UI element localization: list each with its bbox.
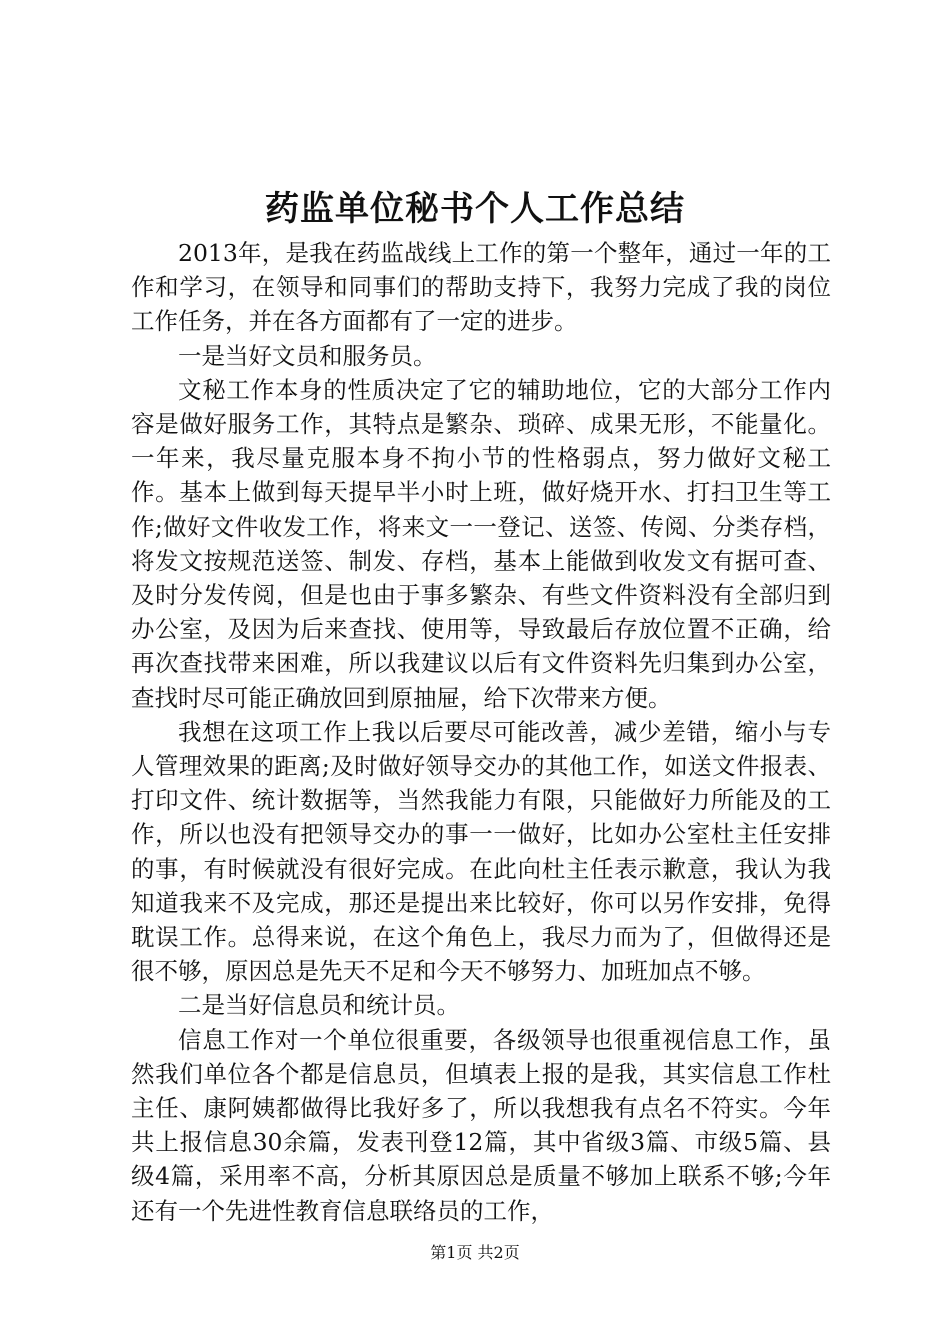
paragraph-clerk-duties: 文秘工作本身的性质决定了它的辅助地位，它的大部分工作内容是做好服务工作，其特点是繁杂、琐碎、成果无形，不能量化。一年来，我尽量克服本身不拘小节的性格弱点，努力做好文秘工作。基本上做到每天提早半小时上班，做好烧开水、打扫卫生等工作;做好文件收发工作，将来文一一登记、送签、传阅、分类存档，将发文按规范送签、制发、存档，基本上能做到收发文有据可查、及时分发传阅，但是也由于事多繁杂、有些文件资料没有全部归到办公室，及因为后来查找、使用等，导致最后存放位置不正确，给再次查找带来困难，所以我建议以后有文件资料先归集到办公室，查找时尽可能正确放回到原抽屉，给下次带来方便。 [131,375,831,712]
paragraph-information-work: 信息工作对一个单位很重要，各级领导也很重视信息工作，虽然我们单位各个都是信息员，但填表上报的是我，其实信息工作杜主任、康阿姨都做得比我好多了，所以我想我有点名不符实。今年共上报信息30余篇，发表刊登12篇，其中省级3篇、市级5篇、县级4篇，采用率不高，分析其原因总是质量不够加上联系不够;今年还有一个先进性教育信息联络员的工作， [131,1025,831,1225]
paragraph-intro: 2013年，是我在药监战线上工作的第一个整年，通过一年的工作和学习，在领导和同事们的帮助支持下，我努力完成了我的岗位工作任务，并在各方面都有了一定的进步。 [131,239,831,336]
document-title: 药监单位秘书个人工作总结 [265,189,685,229]
paragraph-improvement: 我想在这项工作上我以后要尽可能改善，减少差错，缩小与专人管理效果的距离;及时做好领导交办的其他工作，如送文件报表、打印文件、统计数据等，当然我能力有限，只能做好力所能及的工作，所以也没有把领导交办的事一一做好，比如办公室杜主任安排的事，有时候就没有很好完成。在此向杜主任表示歉意，我认为我知道我来不及完成，那还是提出来比较好，你可以另作安排，免得耽误工作。总得来说，在这个角色上，我尽力而为了，但做得还是很不够，原因总是先天不足和今天不够努力、加班加点不够。 [131,717,831,986]
page-number-footer: 第1页 共2页 [430,1243,520,1262]
document-body [131,236,831,1228]
section-heading-information: 二是当好信息员和统计员。 [178,991,460,1020]
section-heading-clerk: 一是当好文员和服务员。 [178,341,437,370]
